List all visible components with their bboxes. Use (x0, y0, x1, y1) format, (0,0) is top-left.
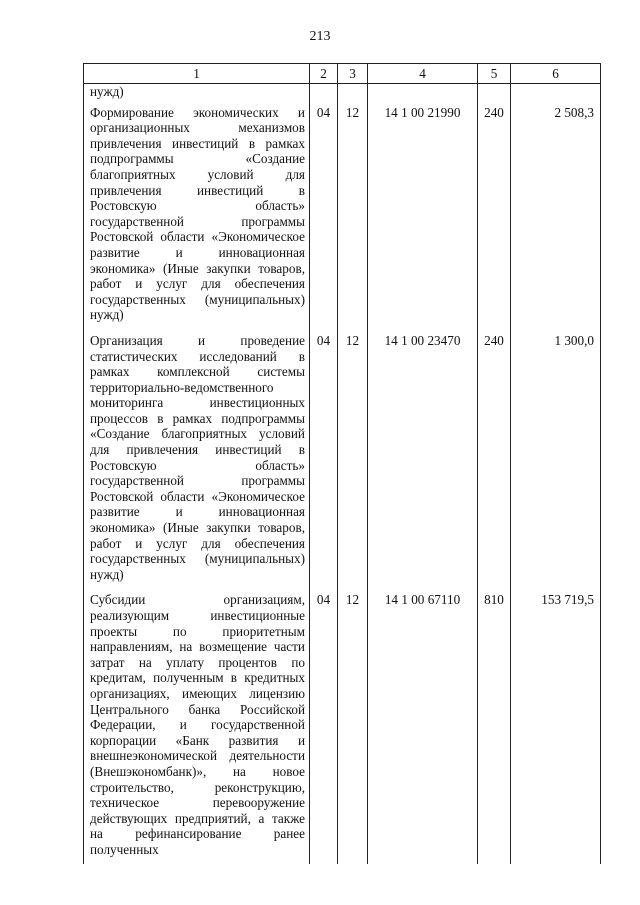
row-expense-type: 240 (478, 329, 511, 589)
row-expense-type: 240 (478, 105, 511, 329)
row-amount: 2 508,3 (511, 105, 601, 329)
budget-table (83, 63, 601, 864)
column-header-description: 1 (84, 64, 310, 84)
continuation-text: нужд) (84, 84, 310, 105)
table-row (84, 329, 601, 589)
table-row (84, 588, 601, 863)
page-number: 213 (309, 29, 331, 44)
row-subsection: 12 (338, 329, 368, 589)
row-subsection: 12 (338, 588, 368, 863)
row-description: Субсидии организациям, реализующим инвестиционные проекты по приоритетным направлениям, на возмещение части затрат на уплату процентов по кредитам, полученным в кредитных организациях, имеющих лицензию Центрального банка Российской Федерации, и государственной корпорации «Банк развития и внешнеэкономической деятельности (Внешэкономбанк)», на новое строительство, реконструкцию, техническое перевооружение действующих предприятий, а также на рефинансирование ранее полученных (84, 588, 310, 863)
table-header-row (84, 64, 601, 84)
column-header-target-article: 4 (368, 64, 478, 84)
row-expense-type: 810 (478, 588, 511, 863)
row-amount: 153 719,5 (511, 588, 601, 863)
column-header-amount: 6 (511, 64, 601, 84)
column-header-subsection: 3 (338, 64, 368, 84)
row-section: 04 (310, 329, 338, 589)
row-target-article: 14 1 00 23470 (368, 329, 478, 589)
row-subsection: 12 (338, 105, 368, 329)
row-target-article: 14 1 00 21990 (368, 105, 478, 329)
table-row-continuation (84, 84, 601, 105)
row-section: 04 (310, 588, 338, 863)
column-header-expense-type: 5 (478, 64, 511, 84)
row-target-article: 14 1 00 67110 (368, 588, 478, 863)
row-amount: 1 300,0 (511, 329, 601, 589)
column-header-section: 2 (310, 64, 338, 84)
table-row (84, 105, 601, 329)
row-section: 04 (310, 105, 338, 329)
row-description: Организация и проведение статистических исследований в рамках комплексной системы территориально-ведомственного мониторинга инвестиционных процессов в рамках подпрограммы «Создание благоприятных условий для привлечения инвестиций в Ростовскую область» государственной программы Ростовской области «Экономическое развитие и инновационная экономика» (Иные закупки товаров, работ и услуг для обеспечения государственных (муниципальных) нужд) (84, 329, 310, 589)
row-description: Формирование экономических и организационных механизмов привлечения инвестиций в рамках подпрограммы «Создание благоприятных условий для привлечения инвестиций в Ростовскую область» государственной программы Ростовской области «Экономическое развитие и инновационная экономика» (Иные закупки товаров, работ и услуг для обеспечения государственных (муниципальных) нужд) (84, 105, 310, 329)
